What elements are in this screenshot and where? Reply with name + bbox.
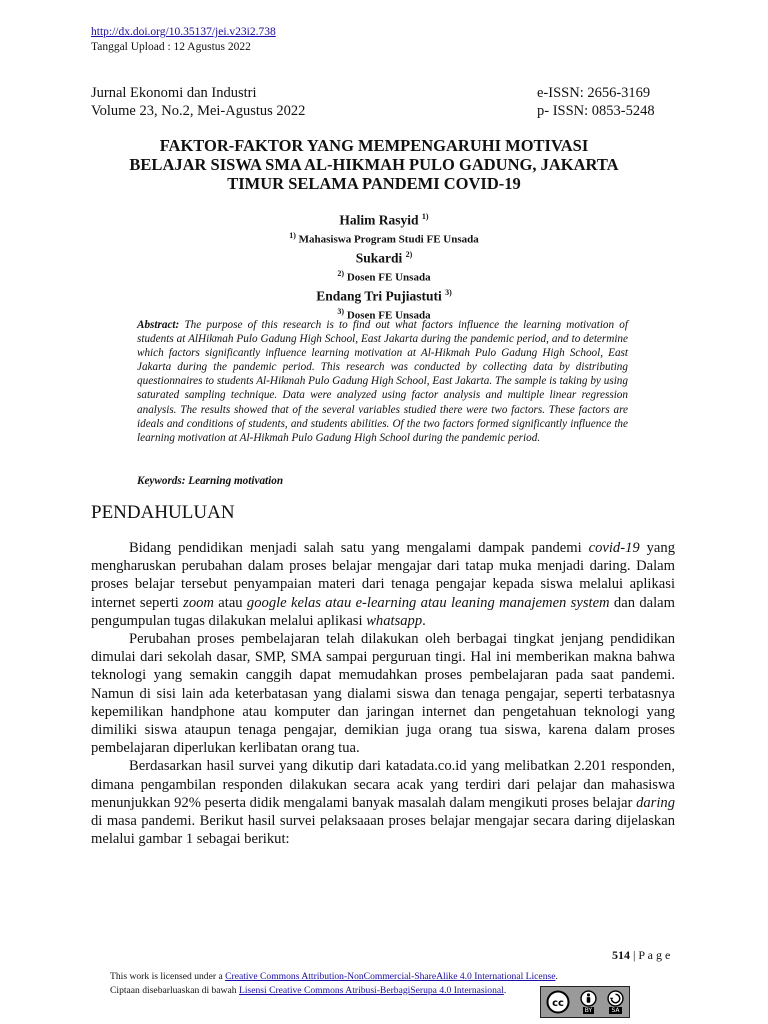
paragraph: Bidang pendidikan menjadi salah satu yang mengalami dampak pandemi covid-19 yang mengharuskan perubahan dalam proses belajar mengajar dari tatap muka menjadi daring. Dalam proses belajar tersebut penyampaian materi dari tenaga pengajar kepada siswa melalui aplikasi internet seperti zoom atau google kelas atau e-learning atau leaning manajemen system dan dalam pengumpulan tugas dilakukan melalui aplikasi whatsapp. bbox=[91, 540, 675, 629]
keywords: Keywords: Learning motivation bbox=[137, 475, 284, 487]
author-affiliation: $^{3)}$ Dosen FE Unsada bbox=[337, 306, 431, 322]
journal-name: Jurnal Ekonomi dan Industri bbox=[91, 85, 257, 101]
license-line-en: This work is licensed under a Creative Commons Attribution-NonCommercial-ShareAlike 4.0 International License. bbox=[110, 971, 558, 982]
paragraph: Perubahan proses pembelajaran telah dilakukan oleh berbagai tingkat jenjang pendidikan dimulai dari sekolah dasar, SMP, SMA sampai perguruan tingi. Hal ini memberikan makna bahwa teknologi yang semakin canggih dapat memudahkan proses pembelajaran pada saat pandemi. Namun di sisi lain ada keterbatasan yang dialami siswa dan tenaga pengajar, seperti terbatasnya kepemilikan handphone atau komputer dan jaringan internet dan pengetahuan teknologi yang dimiliki siswa ataupun tenaga pengajar, demikian juga orang tua siswa, karena dalam proses pembelajaran diperlukan kerlibatan orang tua. bbox=[91, 631, 675, 757]
sa-icon bbox=[607, 990, 624, 1007]
journal-header bbox=[91, 84, 655, 120]
cc-icon bbox=[546, 990, 570, 1014]
title-line: BELAJAR SISWA SMA AL-HIKMAH PULO GADUNG, JAKARTA bbox=[129, 155, 619, 174]
paper-title bbox=[86, 136, 662, 193]
keywords-label: Keywords bbox=[137, 475, 182, 487]
body-text bbox=[91, 539, 675, 848]
author-affiliation: $^{1)}$ Mahasiswa Program Studi FE Unsada bbox=[289, 230, 479, 246]
paragraph: Berdasarkan hasil survei yang dikutip dari katadata.co.id yang melibatkan 2.201 responden, dimana pengambilan responden dilakukan secara acak yang terdiri dari pelajar dan mahasiswa menunjukkan 92% peserta didik mengalami banyak masalah dalam mengikuti proses belajar daring di masa pandemi. Berikut hasil survei pelaksaaan proses belajar mengajar secara daring dijelaskan melalui gambar 1 sebagai berikut: bbox=[91, 758, 675, 848]
sa-label: SA bbox=[611, 1007, 620, 1014]
title-line: FAKTOR-FAKTOR YANG MEMPENGARUHI MOTIVASI bbox=[159, 136, 589, 155]
license-line-id: Ciptaan disebarluaskan di bawah Lisensi Creative Commons Atribusi-BerbagiSerupa 4.0 Internasional. bbox=[110, 984, 507, 996]
author-block bbox=[0, 209, 768, 323]
journal-volume: Volume 23, No.2, Mei-Agustus 2022 bbox=[91, 103, 306, 119]
doi-link[interactable]: http://dx.doi.org/10.35137/jei.v23i2.738 bbox=[91, 26, 276, 38]
section-title: PENDAHULUAN bbox=[91, 502, 235, 523]
pissn: p- ISSN: 0853-5248 bbox=[537, 103, 655, 119]
upload-date: Tanggal Upload : 12 Agustus 2022 bbox=[91, 41, 251, 53]
svg-text:cc: cc bbox=[552, 998, 564, 1009]
by-label: BY bbox=[584, 1007, 593, 1014]
eissn: e-ISSN: 2656-3169 bbox=[537, 85, 651, 101]
keywords-value: Learning motivation bbox=[188, 475, 284, 487]
license-link-id[interactable]: Lisensi Creative Commons Atribusi-BerbagiSerupa 4.0 Internasional bbox=[238, 984, 504, 996]
abstract bbox=[137, 318, 628, 445]
author-name: Halim Rasyid $^{1)}$ bbox=[339, 212, 429, 228]
abstract-label: Abstract: bbox=[137, 319, 180, 331]
author-name: Sukardi $^{2)}$ bbox=[355, 250, 413, 266]
by-icon bbox=[580, 990, 597, 1007]
page-number: 514 | P a g e bbox=[612, 948, 671, 962]
title-line: TIMUR SELAMA PANDEMI COVID-19 bbox=[227, 174, 521, 193]
license-link[interactable]: Creative Commons Attribution-NonCommercial-ShareAlike 4.0 International License bbox=[225, 971, 556, 982]
cc-by-sa-badge[interactable] bbox=[540, 986, 630, 1018]
author-affiliation: $^{2)}$ Dosen FE Unsada bbox=[337, 268, 431, 284]
author-name: Endang Tri Pujiastuti $^{3)}$ bbox=[316, 288, 452, 304]
abstract-text: The purpose of this research is to find out what factors influence the learning motivation of students at AlHikmah Pulo Gadung High School, East Jakarta during the pandemic period, and to determine which factors significantly influence learning motivation at Al-Hikmah Pulo Gadung High School, East Jakarta during the pandemic period. This research was conducted by collecting data by distributing questionnaires to students Al-Hikmah Pulo Gadung High School, East Jakarta. The sample is taking by using saturated sampling technique. Data were analyzed using factor analysis and multiple linear regression analysis. The results showed that of the several variables studied there were two factors. These factors are ideals and conditions of students, and students abilities. Of the two factors formed significantly influence the learning motivation at Al-Hikmah Pulo Gadung High School during the pandemic period. bbox=[137, 319, 629, 444]
